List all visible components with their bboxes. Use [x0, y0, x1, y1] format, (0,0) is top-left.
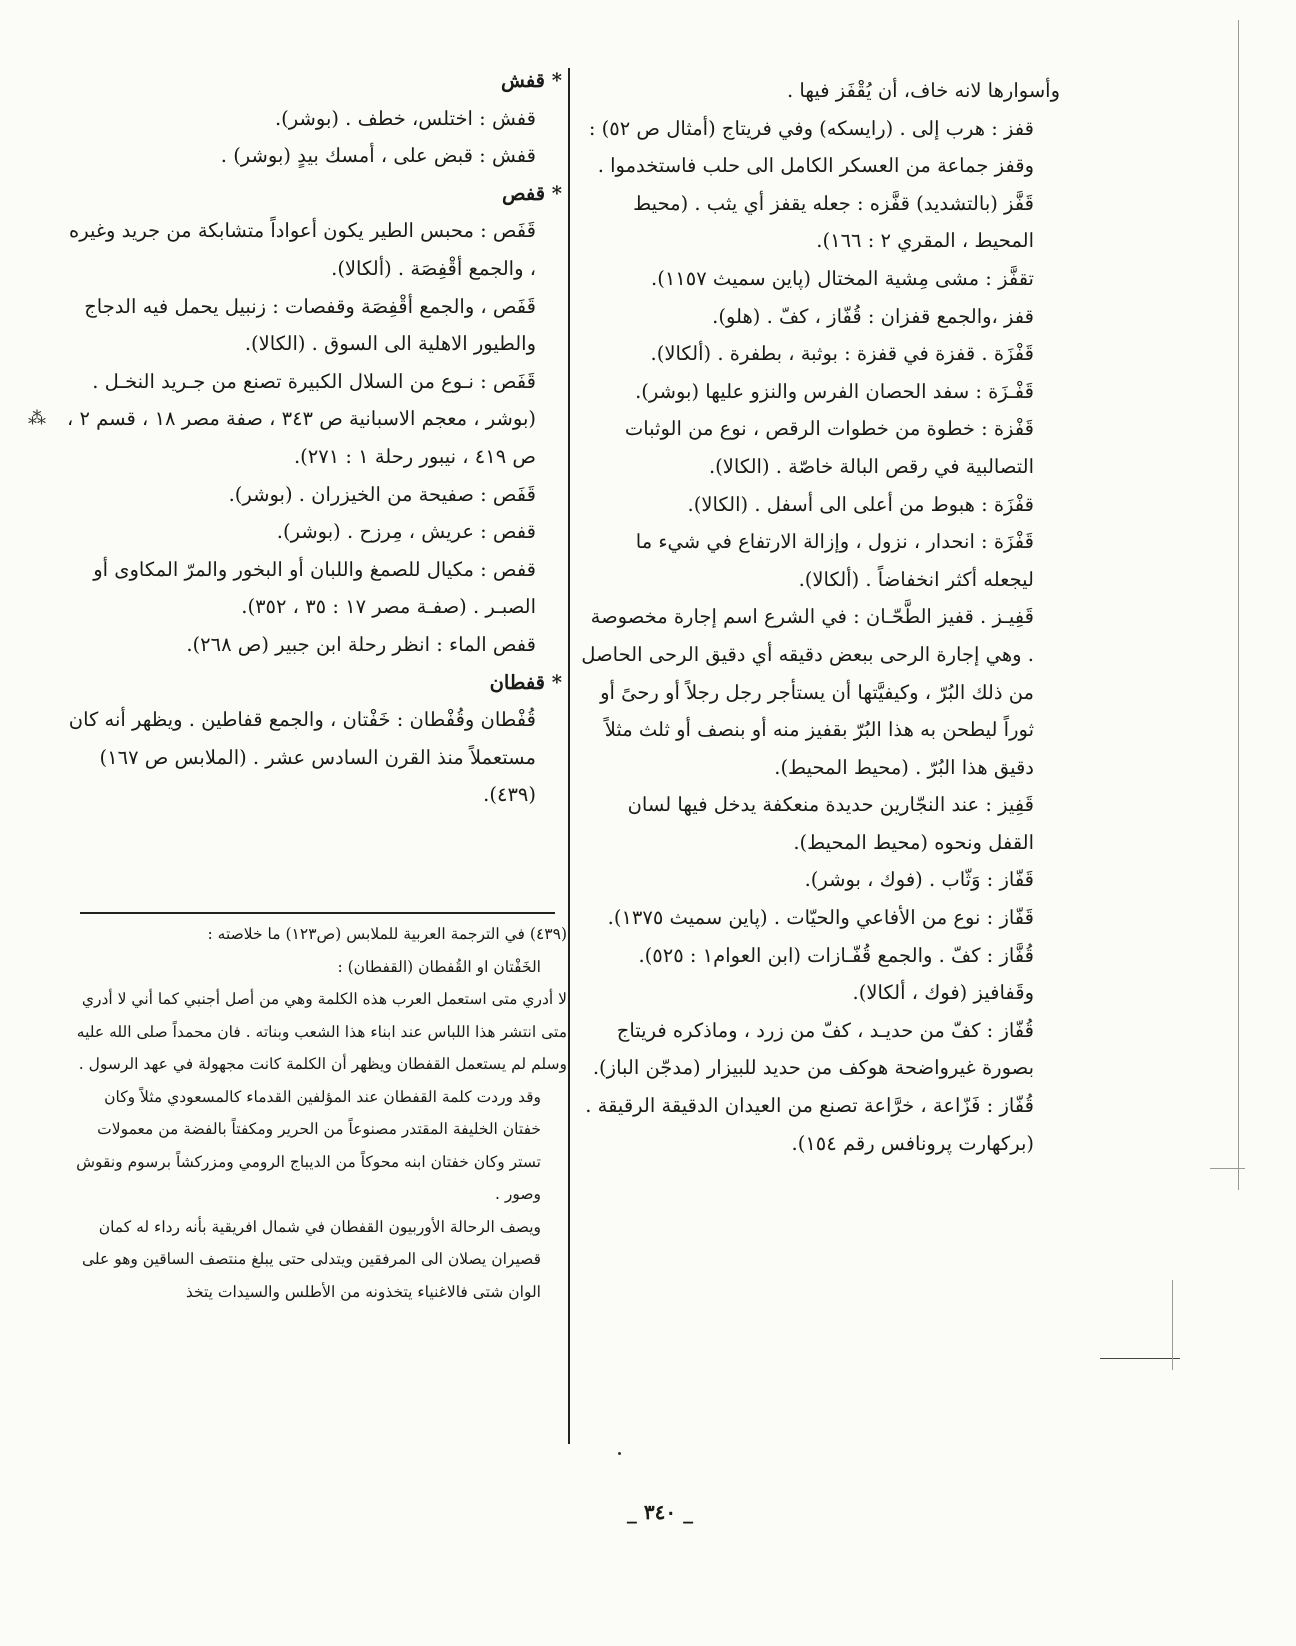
entry-qafas-3: قَفَص : نـوع من السلال الكبيرة تصنع من جـريد النخـل . (بوشر ، معجم الاسبانية ص ٣٤٣ ، صفة مصر ١٨ ، قسم ٢ ، ص ٤١٩ ، نيبور رحلة ١ : ٢٧١). [66, 369, 536, 468]
scan-dot [618, 1452, 621, 1455]
entry-qafas-4: قَفَص : صفيحة من الخيزران . (بوشر). [228, 482, 536, 506]
entry-qafz-harab: قفز : هرب إلى . (رايسكه) وفي فريتاج (أمثال ص ٥٢) : وقفز جماعة من العسكر الكامل الى حلب فاستخدموا . [588, 116, 1034, 178]
right-column [580, 72, 1060, 1162]
entry-qafash-1: قفش : اختلس، خطف . (بوشر). [274, 106, 536, 130]
entry-qafiz-tahhan: قَفِيـز . قفيز الطَّحّـان : في الشرع اسم إجارة مخصوصة . وهي إجارة الرحى ببعض دقيقه أي دقيق الرحى الحاصل من ذلك البُرّ ، وكيفيَّتها أن يستأجر رجل رجلاً أو رحىً أو ثوراً ليطحن به هذا البُرّ بقفيز منه أو بنصف أو ثلث مثلاً دقيق هذا البُرّ . (محيط المحيط). [581, 605, 1034, 779]
footnote-line-3: لا أدري متى استعمل العرب هذه الكلمة وهي من أصل أجنبي كما أني لا أدري متى انتشر هذا اللباس عند ابناء هذا الشعب وبناته . فان محمداً صلى الله عليه وسلم لم يستعمل القفطان ويظهر أن الكلمة كانت مجهولة في عهد الرسول . [76, 990, 567, 1073]
entry-qafas-2: قَفَص ، والجمع أقْفِصَة وقفصات : زنبيل يحمل فيه الدجاج والطيور الاهلية الى السوق . (الكالا). [84, 294, 536, 356]
entry-qafash-2: قفش : قبض على ، أمسك بيدٍ (بوشر) . [220, 144, 536, 168]
heading-qaftan: * قفطان [489, 670, 562, 694]
scan-edge-line [1210, 1168, 1245, 1169]
heading-qafash: * قفش [500, 69, 562, 92]
entry-quffaz-3: قُفّاز : فَزّاعة ، خرَّاعة تصنع من العيدان الدقيقة الرقيقة . (بركهارت پرونافس رقم ١٥٤). [585, 1094, 1034, 1155]
column-divider [568, 68, 570, 1444]
scan-edge-line [1100, 1358, 1180, 1359]
entry-qafz-line: وأسوارها لانه خاف، أن يُقْفَز فيها . [787, 79, 1060, 102]
left-column [62, 62, 562, 814]
entry-qafas-1: قَفَص : محبس الطير يكون أعواداً متشابكة من جريد وغيره ، والجمع أقْفِصَة . (ألكالا). [68, 219, 536, 280]
entry-quffaz-1: قُفَّاز : كفّ . والجمع قُفّـازات (ابن العوام١ : ٥٢٥). وقَفافيز (فوك ، ألكالا). [638, 943, 1034, 1005]
footnote-line-4: وقد وردت كلمة القفطان عند المؤلفين القدماء كالمسعودي مثلاً وكان خفتان الخليفة المقتدر مصنوعاً من الحرير ومكفتاً بالفضة من معمولات تستر وكان خفتان ابنه محوكاً من الديباج الرومي ومزركشاً برسوم ونقوش وصور . [76, 1087, 541, 1203]
entry-qafza-1: قَفْزَة . قفزة في قفزة : بوثبة ، بطفرة . (ألكالا). [650, 342, 1034, 366]
footnote-rule [80, 912, 555, 914]
entry-qafas-5: قفص : عريش ، مِرزح . (بوشر). [276, 520, 536, 544]
entry-taqaffaz: تقفَّز : مشى مِشية المختال (پاين سميث ١١٥٧). [651, 266, 1034, 290]
entry-qafz-plural: قفز ،والجمع قفزان : قُفّاز ، كفّ . (هلو). [712, 304, 1034, 328]
entry-qafiz-najjar: قَفِيز : عند النجّارين حديدة منعكفة يدخل فيها لسان القفل ونحوه (محيط المحيط). [627, 793, 1034, 854]
entry-qafza-5: قَفْزَة : انحدار ، نزول ، وإزالة الارتفاع في شيء ما ليجعله أكثر انخفاضاً . (ألكالا). [635, 530, 1034, 591]
entry-qaftan: قُفْطان وقُفْطان : خَفْتان ، والجمع قفاطين . ويظهر أنه كان مستعملاً منذ القرن السادس عشر . (الملابس ص ١٦٧)(٤٣٩). [68, 708, 536, 807]
footnote-line-5: ويصف الرحالة الأوربيون القفطان في شمال افريقية بأنه رداء له كمان قصيران يصلان الى المرفقين ويتدلى حتى يبلغ منتصف الساقين وهو على الوان شتى فالاغنياء يتخذونه من الأطلس والسيدات يتخذ [81, 1217, 541, 1301]
entry-qafza-4: قفْزَة : هبوط من أعلى الى أسفل . (الكالا). [687, 492, 1034, 516]
entry-quffaz-2: قُفّاز : كفّ من حديـد ، كفّ من زرد ، وماذكره فريتاج بصورة غيرواضحة هوكف من حديد للبيزار (مدجّن الباز). [592, 1018, 1034, 1080]
entry-qafza-3: قَفْزة : خطوة من خطوات الرقص ، نوع من الوثبات التصالبية في رقص البالة خاصّة . (الكالا). [624, 417, 1034, 478]
entry-qaffaz-tashdid: قَفَّز (بالتشديد) قفَّزه : جعله يقفز أي يثب . (محيط المحيط ، المقري ٢ : ١٦٦). [633, 191, 1034, 253]
scan-edge-line [1172, 1280, 1173, 1370]
entry-qaffaz-2: قَفّاز : نوع من الأفاعي والحيّات . (پاين سميث ١٣٧٥). [607, 906, 1034, 930]
entry-qafza-2: قَفْـزَة : سفد الحصان الفرس والنزو عليها (بوشر). [635, 379, 1034, 403]
page-number: _ ٣٤٠ _ [626, 1500, 694, 1524]
entry-qafas-maa: قفص الماء : انظر رحلة ابن جبير (ص ٢٦٨). [186, 632, 536, 656]
entry-qaffaz-1: قَفّاز : وَثّاب . (فوك ، بوشر). [804, 868, 1034, 892]
scan-edge-line [1238, 20, 1239, 1190]
entry-qafas-6: قفص : مكيال للصمغ واللبان أو البخور والمرّ المكاوى أو الصبـر . (صفـة مصر ١٧ : ٣٥ ، ٣٥٢). [93, 557, 536, 619]
margin-mark: ⁂ [28, 408, 46, 429]
heading-qafas: * قفص [501, 181, 562, 205]
footnote-line-1: (٤٣٩) في الترجمة العربية للملابس (ص١٢٣) ما خلاصته : [207, 925, 567, 943]
footnote [62, 918, 567, 1308]
footnote-line-2: الخَفْتان او القُفطان (القفطان) : [337, 957, 541, 976]
